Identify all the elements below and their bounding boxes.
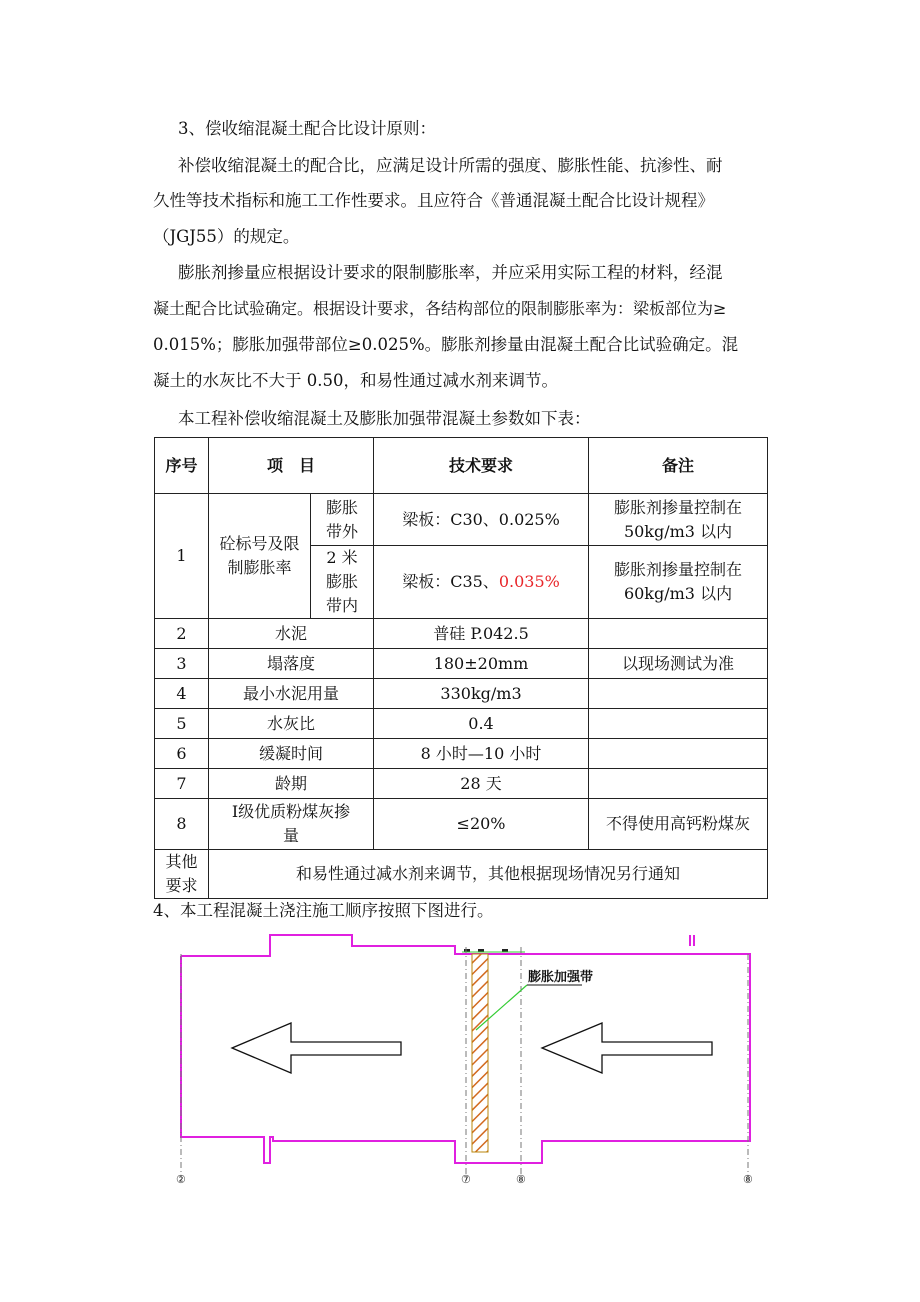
header-req: 技术要求 — [374, 438, 589, 494]
cell-note — [589, 679, 768, 709]
header-item: 项 目 — [209, 438, 374, 494]
paragraph-1-line-3: （JGJ55）的规定。 — [153, 227, 300, 246]
cell-no: 4 — [155, 679, 209, 709]
req-prefix: 梁板：C35、 — [402, 572, 499, 591]
cell-item: 最小水泥用量 — [209, 679, 374, 709]
cell-subitem: 膨胀带外 — [311, 494, 374, 546]
cell-note: 不得使用高钙粉煤灰 — [589, 799, 768, 850]
table-row — [155, 679, 768, 709]
cell-no: 7 — [155, 769, 209, 799]
cell-item: 水泥 — [209, 619, 374, 649]
cell-req: 普硅 P.042.5 — [374, 619, 589, 649]
cell-note: 膨胀剂掺量控制在60kg/m3 以内 — [589, 546, 768, 619]
table-row — [155, 739, 768, 769]
expansion-band — [472, 954, 488, 1152]
cell-note — [589, 619, 768, 649]
axis-label: ⑧ — [516, 1173, 526, 1186]
table-intro: 本工程补偿收缩混凝土及膨胀加强带混凝土参数如下表： — [178, 409, 591, 428]
cell-req — [374, 546, 589, 619]
cell-item: 砼标号及限制膨胀率 — [209, 494, 311, 619]
cell-other-label: 其他要求 — [155, 850, 209, 899]
axis-label: ⑧ — [743, 1173, 753, 1186]
cell-note: 以现场测试为准 — [589, 649, 768, 679]
axis-label: ② — [176, 1173, 186, 1186]
header-note: 备注 — [589, 438, 768, 494]
cell-item: 龄期 — [209, 769, 374, 799]
cell-no: 2 — [155, 619, 209, 649]
concrete-parameter-table — [154, 437, 768, 899]
heading-section-4: 4、本工程混凝土浇注施工顺序按照下图进行。 — [153, 901, 494, 920]
cell-req: 180±20mm — [374, 649, 589, 679]
expansion-band-label: 膨胀加强带 — [528, 970, 594, 985]
cell-req: 梁板：C30、0.025% — [374, 494, 589, 546]
cell-no: 6 — [155, 739, 209, 769]
pour-sequence-diagram — [0, 925, 920, 1195]
cell-req: 0.4 — [374, 709, 589, 739]
cell-item: 缓凝时间 — [209, 739, 374, 769]
cell-no: 1 — [155, 494, 209, 619]
table-row — [155, 709, 768, 739]
cell-item: 水灰比 — [209, 709, 374, 739]
paragraph-2-line-1: 膨胀剂掺量应根据设计要求的限制膨胀率，并应采用实际工程的材料，经混 — [178, 263, 723, 282]
paragraph-1-line-1: 补偿收缩混凝土的配合比，应满足设计所需的强度、膨胀性能、抗渗性、耐 — [178, 156, 723, 175]
cell-req: ≤20% — [374, 799, 589, 850]
table-row — [155, 769, 768, 799]
table-row — [155, 619, 768, 649]
cell-note — [589, 769, 768, 799]
table-row — [155, 850, 768, 899]
paragraph-2-line-2: 凝土配合比试验确定。根据设计要求，各结构部位的限制膨胀率为：梁板部位为≥ — [153, 299, 727, 318]
cell-req: 28 天 — [374, 769, 589, 799]
cell-item: 塌落度 — [209, 649, 374, 679]
paragraph-1-line-2: 久性等技术指标和施工工作性要求。且应符合《普通混凝土配合比设计规程》 — [153, 191, 714, 210]
table-row — [155, 799, 768, 850]
cell-no: 3 — [155, 649, 209, 679]
cell-note: 膨胀剂掺量控制在50kg/m3 以内 — [589, 494, 768, 546]
cell-other-text: 和易性通过减水剂来调节，其他根据现场情况另行通知 — [209, 850, 768, 899]
paragraph-2-line-4: 凝土的水灰比不大于 0.50，和易性通过减水剂来调节。 — [153, 371, 558, 390]
paragraph-2-line-3: 0.015%；膨胀加强带部位≥0.025%。膨胀剂掺量由混凝土配合比试验确定。混 — [153, 335, 739, 354]
cell-req: 330kg/m3 — [374, 679, 589, 709]
highlight-value: 0.035% — [498, 572, 560, 591]
cell-note — [589, 709, 768, 739]
cell-note — [589, 739, 768, 769]
table-header-row — [155, 438, 768, 494]
axis-label: ⑦ — [461, 1173, 471, 1186]
cell-no: 5 — [155, 709, 209, 739]
header-no: 序号 — [155, 438, 209, 494]
pour-direction-arrow-right — [542, 1023, 712, 1073]
cell-no: 8 — [155, 799, 209, 850]
table-row — [155, 494, 768, 546]
heading-section-3: 3、偿收缩混凝土配合比设计原则： — [178, 119, 436, 138]
cell-item: Ⅰ级优质粉煤灰掺量 — [209, 799, 374, 850]
cell-subitem: 2 米膨胀带内 — [311, 546, 374, 619]
cell-req: 8 小时—10 小时 — [374, 739, 589, 769]
table-row — [155, 649, 768, 679]
pour-direction-arrow-left — [232, 1023, 401, 1073]
